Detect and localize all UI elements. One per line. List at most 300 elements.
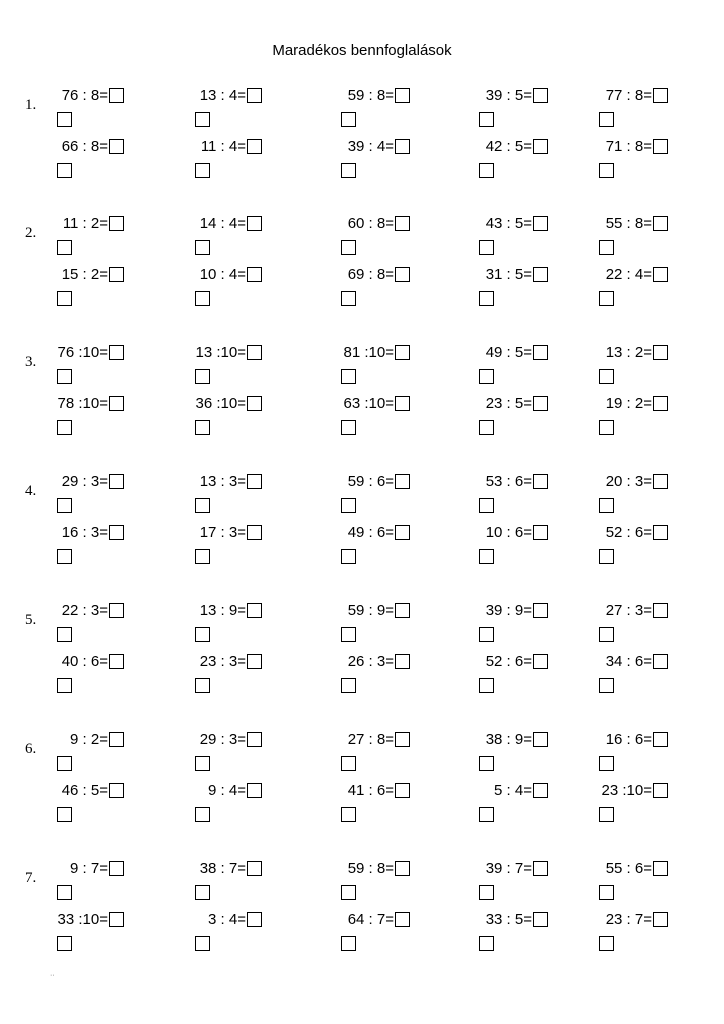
remainder-answer-box[interactable] [195, 240, 210, 255]
exercise-row [0, 266, 724, 310]
division-exercise [190, 653, 262, 697]
remainder-answer-box[interactable] [599, 291, 614, 306]
remainder-answer-box[interactable] [341, 936, 356, 951]
division-exercise [336, 87, 410, 131]
division-exercise [336, 731, 410, 775]
remainder-answer-box[interactable] [599, 756, 614, 771]
division-exercise [474, 782, 548, 826]
division-exercise [594, 215, 668, 259]
division-exercise [52, 138, 124, 182]
quotient-answer-box[interactable] [653, 396, 668, 411]
quotient-answer-box[interactable] [247, 396, 262, 411]
exercise-row [0, 87, 724, 131]
division-exercise [190, 731, 262, 775]
remainder-answer-box[interactable] [479, 678, 494, 693]
remainder-answer-box[interactable] [479, 163, 494, 178]
quotient-answer-box[interactable] [109, 654, 124, 669]
quotient-answer-box[interactable] [653, 88, 668, 103]
quotient-answer-box[interactable] [395, 216, 410, 231]
remainder-answer-box[interactable] [341, 627, 356, 642]
exercise-group-number: 1. [25, 97, 37, 113]
quotient-answer-box[interactable] [247, 267, 262, 282]
exercise-group-number: 5. [25, 612, 37, 628]
remainder-answer-box[interactable] [341, 678, 356, 693]
quotient-answer-box[interactable] [533, 345, 548, 360]
division-expression: 71 : 8= [605, 138, 652, 155]
quotient-answer-box[interactable] [653, 345, 668, 360]
quotient-answer-box[interactable] [109, 912, 124, 927]
quotient-answer-box[interactable] [533, 216, 548, 231]
division-exercise [336, 911, 410, 955]
quotient-answer-box[interactable] [247, 783, 262, 798]
division-exercise [190, 602, 262, 646]
remainder-answer-box[interactable] [195, 498, 210, 513]
remainder-answer-box[interactable] [57, 369, 72, 384]
division-expression: 59 : 8= [347, 87, 394, 104]
quotient-answer-box[interactable] [653, 474, 668, 489]
quotient-answer-box[interactable] [533, 396, 548, 411]
division-expression: 38 : 7= [199, 860, 246, 877]
remainder-answer-box[interactable] [341, 498, 356, 513]
division-expression: 36 :10= [195, 395, 246, 412]
division-exercise [594, 731, 668, 775]
remainder-answer-box[interactable] [195, 549, 210, 564]
division-expression: 46 : 5= [61, 782, 108, 799]
division-exercise [474, 344, 548, 388]
quotient-answer-box[interactable] [653, 525, 668, 540]
remainder-answer-box[interactable] [479, 936, 494, 951]
division-expression: 39 : 5= [485, 87, 532, 104]
quotient-answer-box[interactable] [533, 88, 548, 103]
exercise-group-number: 4. [25, 483, 37, 499]
division-exercise [190, 87, 262, 131]
division-expression: 52 : 6= [605, 524, 652, 541]
quotient-answer-box[interactable] [395, 912, 410, 927]
division-exercise [594, 782, 668, 826]
division-expression: 33 : 5= [485, 911, 532, 928]
division-expression: 13 : 9= [199, 602, 246, 619]
remainder-answer-box[interactable] [57, 885, 72, 900]
division-expression: 39 : 9= [485, 602, 532, 619]
remainder-answer-box[interactable] [479, 291, 494, 306]
division-expression: 14 : 4= [199, 215, 246, 232]
quotient-answer-box[interactable] [395, 525, 410, 540]
division-expression: 49 : 5= [485, 344, 532, 361]
remainder-answer-box[interactable] [57, 627, 72, 642]
division-exercise [336, 524, 410, 568]
division-exercise [594, 87, 668, 131]
division-exercise [474, 911, 548, 955]
division-exercise [594, 138, 668, 182]
division-expression: 39 : 4= [347, 138, 394, 155]
remainder-answer-box[interactable] [57, 240, 72, 255]
remainder-answer-box[interactable] [195, 163, 210, 178]
division-exercise [52, 860, 124, 904]
remainder-answer-box[interactable] [479, 549, 494, 564]
quotient-answer-box[interactable] [109, 88, 124, 103]
quotient-answer-box[interactable] [109, 525, 124, 540]
division-expression: 11 : 4= [200, 138, 246, 155]
remainder-answer-box[interactable] [57, 807, 72, 822]
quotient-answer-box[interactable] [247, 603, 262, 618]
quotient-answer-box[interactable] [109, 396, 124, 411]
quotient-answer-box[interactable] [395, 732, 410, 747]
remainder-answer-box[interactable] [341, 163, 356, 178]
footer-mark: ·· [50, 972, 55, 979]
quotient-answer-box[interactable] [653, 603, 668, 618]
division-exercise [594, 395, 668, 439]
remainder-answer-box[interactable] [599, 549, 614, 564]
division-expression: 10 : 4= [199, 266, 246, 283]
remainder-answer-box[interactable] [479, 885, 494, 900]
remainder-answer-box[interactable] [57, 112, 72, 127]
exercise-group [0, 860, 724, 970]
quotient-answer-box[interactable] [247, 88, 262, 103]
quotient-answer-box[interactable] [395, 861, 410, 876]
division-exercise [190, 266, 262, 310]
remainder-answer-box[interactable] [599, 936, 614, 951]
division-exercise [474, 473, 548, 517]
quotient-answer-box[interactable] [653, 861, 668, 876]
division-exercise [336, 138, 410, 182]
division-exercise [336, 782, 410, 826]
division-exercise [336, 653, 410, 697]
division-exercise [474, 266, 548, 310]
division-exercise [336, 602, 410, 646]
remainder-answer-box[interactable] [57, 936, 72, 951]
division-exercise [474, 860, 548, 904]
division-exercise [474, 602, 548, 646]
division-expression: 10 : 6= [485, 524, 532, 541]
quotient-answer-box[interactable] [247, 525, 262, 540]
division-exercise [52, 266, 124, 310]
division-expression: 22 : 3= [61, 602, 108, 619]
remainder-answer-box[interactable] [195, 936, 210, 951]
quotient-answer-box[interactable] [653, 654, 668, 669]
division-expression: 34 : 6= [605, 653, 652, 670]
quotient-answer-box[interactable] [395, 88, 410, 103]
remainder-answer-box[interactable] [479, 756, 494, 771]
remainder-answer-box[interactable] [479, 807, 494, 822]
division-expression: 29 : 3= [199, 731, 246, 748]
division-expression: 31 : 5= [485, 266, 532, 283]
division-expression: 63 :10= [343, 395, 394, 412]
division-expression: 60 : 8= [347, 215, 394, 232]
division-exercise [190, 138, 262, 182]
division-expression: 9 : 4= [208, 782, 246, 799]
division-expression: 49 : 6= [347, 524, 394, 541]
quotient-answer-box[interactable] [395, 345, 410, 360]
division-exercise [336, 266, 410, 310]
remainder-answer-box[interactable] [479, 240, 494, 255]
division-expression: 66 : 8= [61, 138, 108, 155]
quotient-answer-box[interactable] [109, 267, 124, 282]
quotient-answer-box[interactable] [533, 861, 548, 876]
remainder-answer-box[interactable] [341, 807, 356, 822]
division-expression: 55 : 8= [605, 215, 652, 232]
division-exercise [474, 138, 548, 182]
remainder-answer-box[interactable] [57, 549, 72, 564]
division-exercise [52, 911, 124, 955]
quotient-answer-box[interactable] [247, 732, 262, 747]
remainder-answer-box[interactable] [57, 291, 72, 306]
quotient-answer-box[interactable] [395, 603, 410, 618]
division-exercise [190, 215, 262, 259]
quotient-answer-box[interactable] [247, 139, 262, 154]
division-expression: 27 : 3= [605, 602, 652, 619]
division-exercise [190, 782, 262, 826]
remainder-answer-box[interactable] [599, 420, 614, 435]
quotient-answer-box[interactable] [247, 345, 262, 360]
quotient-answer-box[interactable] [533, 267, 548, 282]
division-expression: 38 : 9= [485, 731, 532, 748]
remainder-answer-box[interactable] [341, 369, 356, 384]
division-exercise [594, 524, 668, 568]
division-expression: 23 : 3= [199, 653, 246, 670]
quotient-answer-box[interactable] [533, 732, 548, 747]
quotient-answer-box[interactable] [653, 912, 668, 927]
division-exercise [336, 344, 410, 388]
remainder-answer-box[interactable] [479, 369, 494, 384]
division-expression: 26 : 3= [347, 653, 394, 670]
division-expression: 22 : 4= [605, 266, 652, 283]
division-exercise [594, 266, 668, 310]
quotient-answer-box[interactable] [109, 216, 124, 231]
division-exercise [594, 344, 668, 388]
division-exercise [474, 731, 548, 775]
quotient-answer-box[interactable] [653, 267, 668, 282]
remainder-answer-box[interactable] [479, 498, 494, 513]
exercise-group [0, 602, 724, 712]
division-expression: 40 : 6= [61, 653, 108, 670]
remainder-answer-box[interactable] [599, 885, 614, 900]
division-exercise [52, 731, 124, 775]
exercise-group-number: 7. [25, 870, 37, 886]
division-expression: 41 : 6= [347, 782, 394, 799]
quotient-answer-box[interactable] [533, 139, 548, 154]
division-exercise [52, 473, 124, 517]
exercise-row [0, 860, 724, 904]
remainder-answer-box[interactable] [57, 756, 72, 771]
division-expression: 9 : 2= [70, 731, 108, 748]
remainder-answer-box[interactable] [195, 420, 210, 435]
division-exercise [52, 653, 124, 697]
exercise-group-number: 6. [25, 741, 37, 757]
quotient-answer-box[interactable] [247, 912, 262, 927]
division-expression: 19 : 2= [605, 395, 652, 412]
quotient-answer-box[interactable] [533, 525, 548, 540]
quotient-answer-box[interactable] [533, 912, 548, 927]
division-exercise [190, 524, 262, 568]
division-expression: 39 : 7= [485, 860, 532, 877]
exercise-row [0, 911, 724, 955]
exercise-group [0, 473, 724, 583]
division-exercise [52, 344, 124, 388]
quotient-answer-box[interactable] [533, 654, 548, 669]
remainder-answer-box[interactable] [479, 420, 494, 435]
remainder-answer-box[interactable] [57, 498, 72, 513]
division-exercise [594, 473, 668, 517]
exercise-row [0, 602, 724, 646]
division-expression: 20 : 3= [605, 473, 652, 490]
remainder-answer-box[interactable] [599, 498, 614, 513]
division-expression: 78 :10= [57, 395, 108, 412]
remainder-answer-box[interactable] [57, 678, 72, 693]
remainder-answer-box[interactable] [341, 549, 356, 564]
quotient-answer-box[interactable] [395, 654, 410, 669]
division-exercise [474, 653, 548, 697]
quotient-answer-box[interactable] [395, 267, 410, 282]
quotient-answer-box[interactable] [395, 474, 410, 489]
division-expression: 16 : 3= [61, 524, 108, 541]
exercise-row [0, 215, 724, 259]
quotient-answer-box[interactable] [247, 474, 262, 489]
division-expression: 33 :10= [57, 911, 108, 928]
division-expression: 42 : 5= [485, 138, 532, 155]
division-expression: 64 : 7= [347, 911, 394, 928]
remainder-answer-box[interactable] [195, 369, 210, 384]
division-exercise [190, 911, 262, 955]
remainder-answer-box[interactable] [195, 112, 210, 127]
division-expression: 13 :10= [195, 344, 246, 361]
quotient-answer-box[interactable] [533, 783, 548, 798]
remainder-answer-box[interactable] [341, 420, 356, 435]
exercise-row [0, 782, 724, 826]
division-expression: 13 : 3= [199, 473, 246, 490]
division-expression: 76 : 8= [61, 87, 108, 104]
quotient-answer-box[interactable] [247, 216, 262, 231]
quotient-answer-box[interactable] [653, 783, 668, 798]
division-exercise [190, 344, 262, 388]
division-exercise [336, 215, 410, 259]
remainder-answer-box[interactable] [479, 112, 494, 127]
division-exercise [52, 395, 124, 439]
division-expression: 23 : 5= [485, 395, 532, 412]
remainder-answer-box[interactable] [195, 627, 210, 642]
quotient-answer-box[interactable] [109, 732, 124, 747]
division-exercise [474, 215, 548, 259]
division-exercise [474, 87, 548, 131]
division-expression: 11 : 2= [62, 215, 108, 232]
exercise-group [0, 215, 724, 325]
division-expression: 52 : 6= [485, 653, 532, 670]
exercise-group [0, 344, 724, 454]
quotient-answer-box[interactable] [653, 732, 668, 747]
division-exercise [474, 524, 548, 568]
remainder-answer-box[interactable] [341, 756, 356, 771]
division-expression: 3 : 4= [208, 911, 246, 928]
division-expression: 16 : 6= [605, 731, 652, 748]
remainder-answer-box[interactable] [57, 163, 72, 178]
remainder-answer-box[interactable] [599, 163, 614, 178]
remainder-answer-box[interactable] [195, 807, 210, 822]
page-title: Maradékos bennfoglalások [272, 42, 452, 59]
remainder-answer-box[interactable] [479, 627, 494, 642]
exercise-row [0, 473, 724, 517]
quotient-answer-box[interactable] [109, 861, 124, 876]
exercise-group-number: 2. [25, 225, 37, 241]
division-exercise [52, 602, 124, 646]
division-expression: 23 :10= [601, 782, 652, 799]
quotient-answer-box[interactable] [247, 861, 262, 876]
remainder-answer-box[interactable] [195, 291, 210, 306]
exercise-row [0, 653, 724, 697]
remainder-answer-box[interactable] [599, 112, 614, 127]
quotient-answer-box[interactable] [653, 139, 668, 154]
quotient-answer-box[interactable] [395, 139, 410, 154]
division-expression: 53 : 6= [485, 473, 532, 490]
division-exercise [594, 602, 668, 646]
remainder-answer-box[interactable] [341, 885, 356, 900]
quotient-answer-box[interactable] [109, 139, 124, 154]
quotient-answer-box[interactable] [395, 396, 410, 411]
quotient-answer-box[interactable] [653, 216, 668, 231]
division-expression: 5 : 4= [494, 782, 532, 799]
exercise-group [0, 87, 724, 197]
division-expression: 15 : 2= [61, 266, 108, 283]
quotient-answer-box[interactable] [109, 345, 124, 360]
division-exercise [336, 395, 410, 439]
exercise-row [0, 395, 724, 439]
remainder-answer-box[interactable] [599, 240, 614, 255]
remainder-answer-box[interactable] [599, 678, 614, 693]
quotient-answer-box[interactable] [109, 474, 124, 489]
division-expression: 13 : 4= [199, 87, 246, 104]
division-exercise [474, 395, 548, 439]
remainder-answer-box[interactable] [599, 627, 614, 642]
division-expression: 29 : 3= [61, 473, 108, 490]
division-expression: 13 : 2= [605, 344, 652, 361]
exercise-group-number: 3. [25, 354, 37, 370]
division-exercise [52, 782, 124, 826]
division-expression: 77 : 8= [605, 87, 652, 104]
quotient-answer-box[interactable] [533, 474, 548, 489]
exercise-row [0, 524, 724, 568]
division-exercise [594, 860, 668, 904]
remainder-answer-box[interactable] [341, 291, 356, 306]
quotient-answer-box[interactable] [109, 783, 124, 798]
division-expression: 81 :10= [343, 344, 394, 361]
remainder-answer-box[interactable] [195, 756, 210, 771]
remainder-answer-box[interactable] [195, 678, 210, 693]
division-expression: 76 :10= [57, 344, 108, 361]
division-exercise [594, 911, 668, 955]
exercise-row [0, 138, 724, 182]
remainder-answer-box[interactable] [341, 112, 356, 127]
division-exercise [52, 215, 124, 259]
remainder-answer-box[interactable] [599, 369, 614, 384]
quotient-answer-box[interactable] [109, 603, 124, 618]
division-expression: 59 : 9= [347, 602, 394, 619]
division-expression: 59 : 8= [347, 860, 394, 877]
division-exercise [52, 87, 124, 131]
remainder-answer-box[interactable] [599, 807, 614, 822]
division-exercise [52, 524, 124, 568]
remainder-answer-box[interactable] [57, 420, 72, 435]
quotient-answer-box[interactable] [247, 654, 262, 669]
division-expression: 69 : 8= [347, 266, 394, 283]
exercise-row [0, 731, 724, 775]
division-exercise [190, 395, 262, 439]
division-expression: 9 : 7= [70, 860, 108, 877]
quotient-answer-box[interactable] [395, 783, 410, 798]
division-expression: 27 : 8= [347, 731, 394, 748]
exercise-row [0, 344, 724, 388]
remainder-answer-box[interactable] [195, 885, 210, 900]
division-expression: 23 : 7= [605, 911, 652, 928]
quotient-answer-box[interactable] [533, 603, 548, 618]
remainder-answer-box[interactable] [341, 240, 356, 255]
